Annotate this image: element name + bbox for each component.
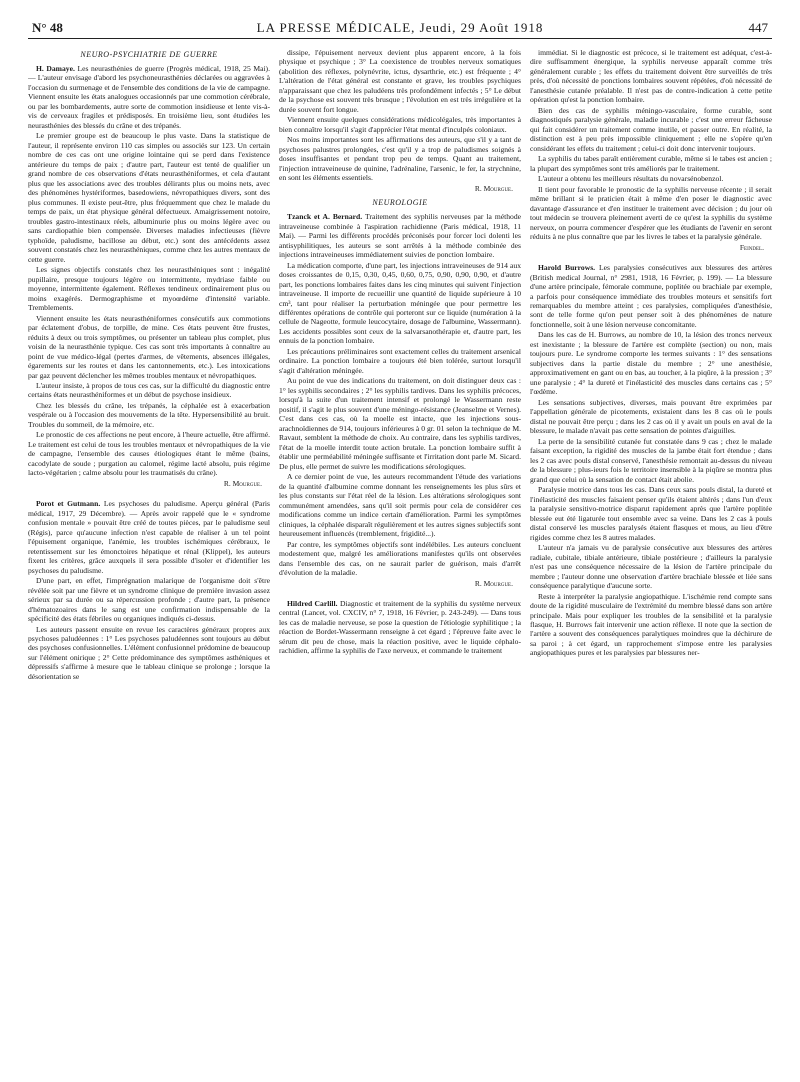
page-number: 447 <box>748 20 768 35</box>
article-author: Porot et Gutmann. <box>36 499 101 509</box>
paragraph: Le pronostic de ces affections ne peut encore, à l'heure actuelle, être affirmé. Le traitement est celui de tous les troubles mentaux et névropathiques de la vie de campagne, l'ensemble des causes étiologiques étant le même (bains, cacodylate de soude ; purgation au calomel, régime lacté absolu, puis régime lacto-végétarien ; calme absolu pour les traumatisés du crâne). <box>28 430 270 478</box>
column-2 <box>279 48 521 1073</box>
paragraph: Il tient pour favorable le pronostic de la syphilis nerveuse récente ; il serait même brillant si le praticien était à même d'en poser le diagnostic avec davantage d'assurance et d'en instituer le traitement avec décision ; du jour où tout médecin se trouvera pleinement averti de ce qu'est la syphilis du système nerveux, on pourra commencer d'espérer que les étudiants de l'avenir en seront réduits à ne plus connaître que par les livres le tabes et la paralysie générale. <box>530 184 772 242</box>
paragraph: Viennent ensuite quelques considérations médicolégales, très importantes à bien connaître lorsqu'il s'agit d'apprécier l'état mental d'inculpés coloniaux. <box>279 115 521 134</box>
paragraph: Chez les blessés du crâne, les trépanés, la céphalée est à exacerbation vespérale ou à l'occasion des mouvements de la tête. Hypersensibilité au bruit. Troubles du sommeil, de la mémoire, etc. <box>28 400 270 429</box>
paragraph: Les sensations subjectives, diverses, mais pouvant être exprimées par l'appellation générale de picotements, existaient dans les 8 cas où le pouls distal ne pouvait être perçu ; dans les 2 cas où il y avait un pouls en aval de la blessure, le malade n'avait pas cette sensation de pointes d'aiguilles. <box>530 397 772 436</box>
article-author: Tzanck et A. Bernard. <box>287 212 363 222</box>
paragraph: Les précautions préliminaires sont exactement celles du traitement arsenical ordinaire. La ponction lombaire a toujours été bien tolérée, surtout lorsqu'il s'agit d'altération méningée. <box>279 346 521 375</box>
signature: R. Mourgue. <box>474 578 513 588</box>
signature: Feindel. <box>739 242 764 252</box>
paragraph: Paralysie motrice dans tous les cas. Dans ceux sans pouls distal, la dureté et l'inélasticité des muscles faisaient penser qu'ils étaient altérés ; dans l'un d'eux la paralysie sensitivo-motrice disparut rapidement après que l'artère poplitée blessée eut été ligaturée tout ensemble avec sa veine. Dans les 2 cas à pouls distal conservé les muscles paralysés étaient flasques et mous, au lieu d'être rigides comme chez les 8 autres malades. <box>530 485 772 542</box>
paragraph: Nos moins importantes sont les affirmations des auteurs, que s'il y a tant de psychoses palustres prolongées, c'est qu'il y a trop de paludismes soignés à doses insuffisantes et pendant trop peu de temps. Quant au traitement, l'injection intraveineuse de quinine, l'adrénaline, l'arsenic, le fer, la strychnine, en sont les éléments essentiels. <box>279 135 521 183</box>
paragraph: La perte de la sensibilité cutanée fut constatée dans 9 cas ; chez le malade faisant exception, la rigidité des muscles de la jambe était fort étendue ; dans les 2 cas avec pouls distal conservé, l'anesthésie remontait au-dessus du niveau de la blessure ; plus-ieurs fois le territoire insensible à la piqûre se montra plus grand que celui où la sensation de contact était abolie. <box>530 436 772 484</box>
paragraph: Les signes objectifs constatés chez les neurasthéniques sont : inégalité pupillaire, presque toujours légère ou intermittente, mydriase faible ou moyenne, intermittente également. Réflexes tendineux ordinairement plus ou moins exagérés. Dermographisme et myoœdème d'intensité variable. Tremblements. <box>28 265 270 313</box>
paragraph: Le premier groupe est de beaucoup le plus vaste. Dans la statistique de l'auteur, il représente environ 110 cas simples ou associés sur 123. Un certain nombre de ces cas ont une origine lointaine qui se perd dans l'existence antérieure du temps de paix ; d'autre part, l'auteur est tenté de qualifier un grand nombre de ces observations d'états neurasthéniformes, et cela d'autant plus que les associations avec des troubles délirants plus ou moins nets, avec des phénomènes hystériformes, basedowiens, névropathiques divers, sont des plus communes. Il existe peut-être, plus fréquemment que chez le malade du temps de paix, un état physique général défectueux. Amaigrissement notoire, troubles gastro-intestinaux réels, albuminurie plus ou moins légère avec ou sans cardiopathie bien compensée. Diverses maladies infectieuses (fièvre typhoïde, paludisme, bacillose au début, etc.) sont des antécédents assez souvent constatés chez les neurasthéniques, comme chez les autres mentaux de cette guerre. <box>28 131 270 264</box>
paragraph: Hildred Carlill. Diagnostic et traitement de la syphilis du système nerveux central (Lancet, vol. CXCIV, n° 7, 1918, 16 Février, p. 243-249). — Dans tous les cas de maladie nerveuse, se pose la question de l'étiologie syphilitique ; la réaction de Bordet-Wassermann renseigne à cet égard ; l'épreuve faite avec le sérum dit peu de chose, mais la réaction positive, avec le liquide céphalo-rachidien, affirme la syphilis de l'axe nerveux, et commande le traitement <box>279 598 521 656</box>
paragraph: La médication comporte, d'une part, les injections intraveineuses de 914 aux doses croissantes de 0,15, 0,30, 0,45, 0,60, 0,75, 0,90, 0,90, 0,90, et d'autre part, les ponctions lombaires faites dans les cinq minutes qui suivent l'injection intraveineuse. Il importe de recueillir une quantité de liquide supérieure à 10 cm³, tant pour réaliser la perturbation méningée que pour permettre les différentes opérations de contrôle qui porteront sur ce liquide (numération à la cellule de Nageotte, formule leucocytaire, dosage de l'albumine, Wassermann). Les accidents possibles sont ceux de la salvarsanothérapie et, d'autre part, les ennuis de la ponction lombaire. <box>279 260 521 346</box>
paragraph: Tzanck et A. Bernard. Traitement des syphilis nerveuses par la méthode intraveineuse combinée à l'aspiration rachidienne (Paris médical, 1918, 11 Mai). — Parmi les différents procédés préconisés pour forcer loci dolenti les antisyphilitiques, les auteurs se sont arrêtés à la méthode combinée des injections intraveineuses immédiatement suivies de ponction lombaire. <box>279 212 521 260</box>
issue-number: N° 48 <box>32 20 63 35</box>
paragraph: Par contre, les symptômes objectifs sont indélébiles. Les auteurs concluent modestement que, malgré les améliorations manifestes qu'ils ont observées dans l'ensemble des cas, on ne saurait parler de guérison, mais d'arrêt d'évolution de la maladie. <box>279 539 521 578</box>
paragraph: Viennent ensuite les états neurasthéniformes consécutifs aux commotions par éclatement d'obus, de torpille, de mine. Ces états peuvent être frustes, réduits à deux ou trois symptômes, ou présenter un tableau plus complet, plus voisin de la neurasthénie typique. Ces cas sont très importants à connaître au point de vue médico-légal (pertes d'armes, de vêtements, absences illégales, égarements sur les routes et dans les cantonnements, etc.). Les intoxications par gaz peuvent déclencher les mêmes troubles mentaux et névropathiques. <box>28 313 270 380</box>
paragraph: Au point de vue des indications du traitement, on doit distinguer deux cas : 1° les syphilis secondaires ; 2° les syphilis tardives. Dans les syphilis précoces, lorsqu'à la suite d'un traitement intensif et prolongé le Wassermann reste positif, il s'agit le plus souvent d'une méningo-résistance (Jeanselme et Vernes). C'est dans ces cas, où la moelle est intacte, que les injections sous-arachnoïdiennes de 914, toujours inférieures à 0 gr. 01 selon la technique de M. Ravaut, semblent la méthode de choix. Au contraire, dans les syphilis tardives, l'état de la moelle interdit toute action brutale. La ponction lombaire suffit à établir une perméabilité méningée suffisante et l'irritation dont parle M. Sicard. De plus, elle permet de suivre les modifications sérologiques. <box>279 376 521 471</box>
article-author: Harold Burrows. <box>538 263 596 273</box>
article-columns <box>28 48 772 1073</box>
article-author: Hildred Carlill. <box>287 598 338 608</box>
article-author: H. Damaye. <box>36 64 75 73</box>
paragraph: Harold Burrows. Les paralysies consécutives aux blessures des artères (British medical Journal, n° 2981, 1918, 16 Février, p. 199). — La blessure d'une artère principale, fémorale commune, poplitée ou brachiale par exemple, a parfois pour conséquence immédiate des troubles moteurs et sensitifs fort remarquables du membre atteint ; ces paralysies, compliquées d'anesthésie, sont de telle forme qu'on peut penser soit à des phénomènes de nature fonctionnelle, soit à une lésion nerveuse concomitante. <box>530 263 772 329</box>
section-heading: NEUROLOGIE <box>372 198 428 208</box>
paragraph: D'une part, en effet, l'imprégnation malarique de l'organisme doit s'être révélée soit par une fièvre et un syndrome clinique de première invasion assez sérieux par sa durée ou sa répercussion profonde ; d'autre part, la présence d'hématozoaires dans le sang est une confirmation indispensable de la spécificité des états fébriles ou organiques indiqués ci-dessus. <box>28 576 270 624</box>
column-1 <box>28 48 270 1073</box>
signature: R. Mourgue. <box>474 183 513 193</box>
paragraph: H. Damaye. Les neurasthénies de guerre (Progrès médical, 1918, 25 Mai). — L'auteur envisage d'abord les psychoneurasthénies déclarées ou aggravées à l'occasion du surmenage et de l'ensemble des conditions de la vie de campagne. Viennent ensuite les états analogues occasionnés par une commotion cérébrale, ou par les bombardements, autre sorte de commotion insidieuse et lente vis-à-vis de cerveaux fragiles et prédisposés. En troisième lieu, sont étudiées les neurasthénies des blessés du crâne et des trépanés. <box>28 64 270 130</box>
paragraph: Reste à interpréter la paralysie angiopathique. L'ischémie rend compte sans doute de la rigidité musculaire de l'extrémité du membre blessé dans son artère principale. Mais pour expliquer les troubles de la sensibilité et la paralysie flasque, H. Burrows fait intervenir une action réflexe. Il note que la section de l'artère a souvent des conséquences paralytiques moindres que la déchirure de sa paroi ; à cet égard, un rapprochement s'impose entre les paralysies angiopathiques pures et les paralysies par blessures ner- <box>530 591 772 658</box>
paragraph: Les auteurs passent ensuite en revue les caractères généraux propres aux psychoses paludéennes : 1° Les psychoses paludéennes sont toujours au début des psychoses confusionnelles. L'élément confusionnel prédomine de beaucoup sur l'élément onirique ; 2° Cette prédominance des symptômes asthéniques et dépressifs s'affirme à mesure que le tableau clinique se prolonge ; lorsque la désorientation se <box>28 624 270 681</box>
paragraph: immédiat. Si le diagnostic est précoce, si le traitement est adéquat, c'est-à-dire suffisamment énergique, la syphilis nerveuse apparaît comme très généralement curable ; les effets du traitement doivent être surveillés de très près, d'où nécessité de ponctions lombaires souvent répétées, d'où nécessité de l'anesthésie cutanée préalable. Il n'est pas de contre-indication à cette petite opération qu'est la ponction lombaire. <box>530 48 772 105</box>
paragraph: Bien des cas de syphilis méningo-vasculaire, forme curable, sont diagnostiqués paralysie générale, maladie incurable ; c'est une erreur fâcheuse qui fait considérer un traitement comme inutile, et passer outre. En réalité, la distinction est à peu près impossible cliniquement ; elle ne s'opère qu'en considérant les effets du traitement ; celui-ci doit donc intervenir toujours. <box>530 105 772 153</box>
paragraph: dissipe, l'épuisement nerveux devient plus apparent encore, à la fois physique et psychique ; 3° La coexistence de troubles nerveux somatiques (abolition des réflexes, polynévrite, ictus, dysarthrie, etc.) est fréquente ; 4° L'altération de l'état général est constante et grave, les troubles psychiques n'apparaissant que chez les paludéens très profondément infectés ; 5° Le début de la psychose est souvent très brusque ; l'évolution en est très irrégulière et la durée souvent fort longue. <box>279 48 521 114</box>
paragraph: L'auteur n'a jamais vu de paralysie consécutive aux blessures des artères radiale, cubitale, tibiale antérieure, tibiale postérieure ; d'ailleurs la paralysie n'est pas une conséquence nécessaire de la lésion de l'artère principale du membre ; l'auteur donne une observation d'artère brachiale blessée et liée sans conséquence paralytique d'aucune sorte. <box>530 543 772 591</box>
page-header <box>28 20 772 39</box>
paragraph: A ce dernier point de vue, les auteurs recommandent l'étude des variations de la quantité d'albumine comme donnant les renseignements les plus sûrs et les plus constants sur l'état réel de la lésion. Les altérations sérologiques sont communément amendées, sans qu'il soit permis pour cela de considérer ces modifications comme un indice certain d'amélioration. Parmi les symptômes cliniques, la céphalée disparaît régulièrement et les autres signes subjectifs sont heureusement influencés (tremblement, frigidité...). <box>279 472 521 539</box>
paragraph: La syphilis du tabes paraît entièrement curable, même si le tabes est ancien ; la plupart des symptômes sont très améliorés par le traitement. <box>530 154 772 173</box>
section-heading: NEURO-PSYCHIATRIE DE GUERRE <box>80 50 218 59</box>
signature: R. Mourgue. <box>223 478 262 488</box>
journal-title: LA PRESSE MÉDICALE, Jeudi, 29 Août 1918 <box>256 20 544 35</box>
paragraph: L'auteur a obtenu les meilleurs résultats du novarsénobenzol. <box>538 174 724 184</box>
column-3 <box>530 48 772 1073</box>
paragraph: Porot et Gutmann. Les psychoses du paludisme. Aperçu général (Paris médical, 1917, 29 Décembre). — Après avoir rappelé que le « syndrome confusion mentale » pouvait être créé de toutes pièces, par le paludisme seul (Régis), parce qu'aucune infection n'est capable de réaliser à un tel point l'épuisement organique, l'anémie, les troubles ischémiques cérébraux, le retentissement sur les émonctoires hépatique et rénal (Klippel), les auteurs fixent les critères, grâce auxquels il sera possible d'isoler et d'identifier les psychoses du paludisme. <box>28 499 270 575</box>
paragraph: L'auteur insiste, à propos de tous ces cas, sur la difficulté du diagnostic entre certains états neurasthéniformes et un début de psychose insidieux. <box>28 380 270 400</box>
paragraph: Dans les cas de H. Burrows, au nombre de 10, la lésion des troncs nerveux est inexistante ; la blessure de l'artère est complète (section) ou non, mais toujours pure. Le syndrome comporte les termes suivants : 1° des sensations subjectives dans la partie distale du membre ; 2° une anesthésie, approximativement en gant ou en bas, au toucher, à la piqûre, à la pression ; 3° une paralysie ; 4° la dureté et l'inélasticité des muscles dans certains cas ; 5° l'œdème. <box>530 330 772 397</box>
